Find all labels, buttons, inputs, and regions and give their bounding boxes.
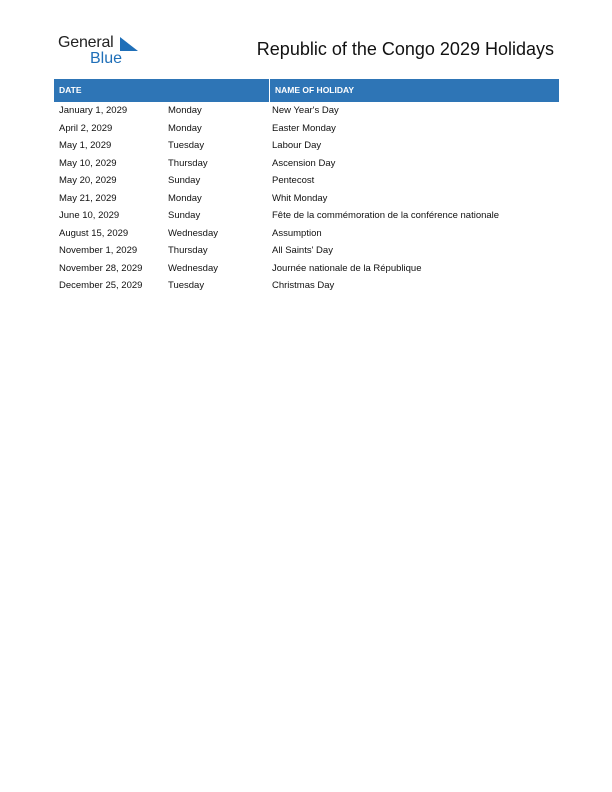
table-row [54, 242, 559, 260]
row-weekday: Sunday [168, 210, 201, 222]
row-weekday: Wednesday [168, 262, 218, 274]
row-holiday-name: Easter Monday [272, 122, 336, 134]
row-holiday-name: Journée nationale de la République [272, 262, 422, 274]
page-title: Republic of the Congo 2029 Holidays [256, 39, 554, 59]
row-weekday: Tuesday [168, 280, 205, 292]
table-row [54, 190, 559, 208]
row-date: August 15, 2029 [59, 227, 129, 239]
row-weekday: Thursday [168, 157, 208, 169]
row-holiday-name: Assumption [272, 227, 322, 239]
generalblue-logo [58, 34, 148, 68]
table-row [54, 172, 559, 190]
logo-text-blue: Blue [90, 50, 123, 67]
holiday-table [54, 79, 559, 295]
row-holiday-name: Fête de la commémoration de la conférence nationale [272, 210, 500, 222]
row-date: May 10, 2029 [59, 157, 117, 169]
table-row [54, 225, 559, 243]
row-holiday-name: New Year's Day [272, 105, 339, 117]
row-weekday: Sunday [168, 175, 201, 187]
table-body [54, 102, 559, 295]
row-date: June 10, 2029 [59, 210, 120, 222]
row-holiday-name: Pentecost [272, 175, 315, 187]
row-holiday-name: All Saints' Day [272, 245, 333, 257]
row-holiday-name: Labour Day [272, 140, 322, 152]
table-header [54, 79, 559, 102]
row-weekday: Tuesday [168, 140, 205, 152]
header-date: DATE [54, 79, 270, 102]
table-row [54, 120, 559, 138]
row-weekday: Monday [168, 122, 202, 134]
row-date: May 21, 2029 [59, 192, 117, 204]
row-date: May 1, 2029 [59, 140, 112, 152]
table-row [54, 277, 559, 295]
row-date: December 25, 2029 [59, 280, 143, 292]
row-weekday: Wednesday [168, 227, 218, 239]
row-holiday-name: Whit Monday [272, 192, 328, 204]
table-row [54, 207, 559, 225]
row-weekday: Monday [168, 105, 202, 117]
row-date: May 20, 2029 [59, 175, 117, 187]
table-row [54, 260, 559, 278]
header-holiday-name: NAME OF HOLIDAY [275, 85, 355, 95]
row-date: January 1, 2029 [59, 105, 128, 117]
logo-text-general: General [58, 34, 114, 51]
row-date: November 1, 2029 [59, 245, 138, 257]
row-holiday-name: Christmas Day [272, 280, 335, 292]
table-row [54, 102, 559, 120]
logo-triangle-icon [120, 37, 138, 51]
row-weekday: Monday [168, 192, 202, 204]
table-row [54, 137, 559, 155]
row-holiday-name: Ascension Day [272, 157, 336, 169]
row-date: April 2, 2029 [59, 122, 113, 134]
row-date: November 28, 2029 [59, 262, 143, 274]
table-row [54, 155, 559, 173]
row-weekday: Thursday [168, 245, 208, 257]
